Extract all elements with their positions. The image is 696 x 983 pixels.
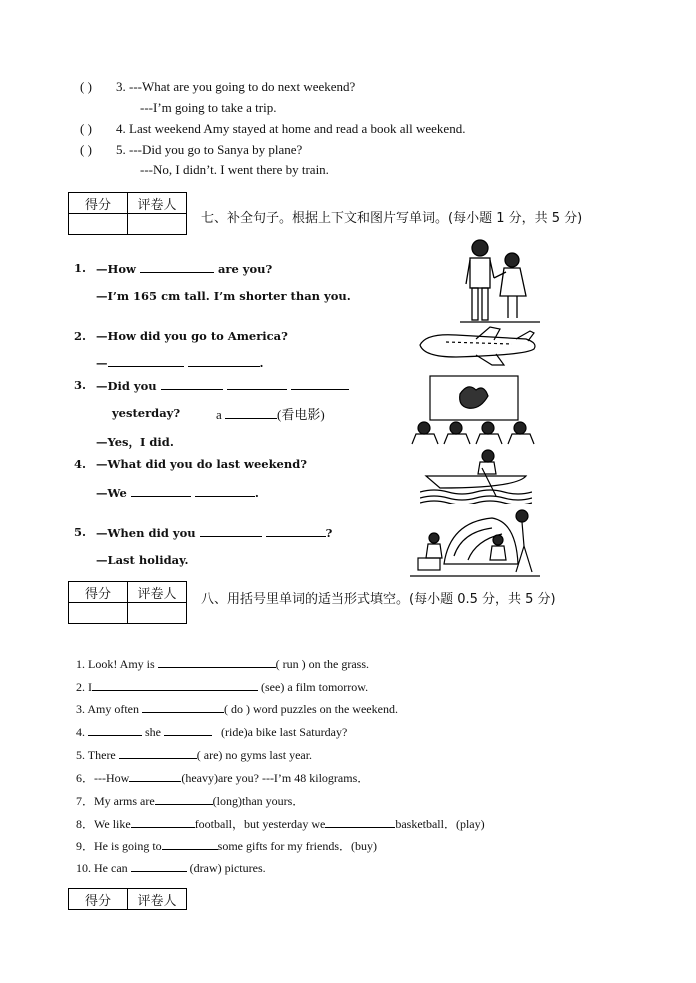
fill-line-3 bbox=[76, 701, 398, 717]
q-number: 5. bbox=[74, 525, 87, 539]
fill-line-7 bbox=[76, 792, 304, 809]
q1-start: —How bbox=[96, 262, 136, 276]
answer-blank[interactable] bbox=[162, 838, 218, 850]
line-text: (heavy)are you? ---I’m 48 kilograms． bbox=[181, 771, 370, 785]
q2-text: —How did you go to America? bbox=[96, 329, 288, 343]
line-text: 10. He can bbox=[76, 861, 128, 875]
grader-label: 评卷人 bbox=[128, 889, 187, 910]
judge-item-5: 5. ---Did you go to Sanya by plane? bbox=[116, 142, 303, 157]
line-text: some gifts for my friends．(buy) bbox=[217, 839, 377, 853]
q3-text bbox=[96, 378, 349, 393]
line-text: 8．We like bbox=[76, 817, 131, 831]
score-table bbox=[68, 888, 187, 910]
answer-blank[interactable] bbox=[188, 355, 260, 367]
line-text: she bbox=[145, 725, 161, 739]
q2-period: . bbox=[259, 356, 264, 370]
q-number: 4. bbox=[74, 457, 87, 471]
answer-blank[interactable] bbox=[129, 770, 181, 782]
answer-blank[interactable] bbox=[161, 378, 223, 390]
judge-paren: ( ) bbox=[80, 121, 92, 136]
q5-qmark: ? bbox=[325, 526, 333, 540]
cinema-illustration bbox=[410, 374, 540, 446]
answer-blank[interactable] bbox=[225, 407, 277, 419]
q1-reply: —I’m 165 cm tall. I’m shorter than you. bbox=[96, 289, 351, 303]
line-text: ( run ) on the grass. bbox=[275, 657, 369, 671]
score-cell[interactable] bbox=[69, 214, 128, 235]
section7-title: 七、补全句子。根据上下文和图片写单词。(每小题 1 分，共 5 分) bbox=[201, 211, 583, 226]
judge-item-3-answer: ---I’m going to take a trip. bbox=[140, 100, 277, 115]
score-table bbox=[68, 581, 187, 624]
q3-start: —Did you bbox=[96, 379, 157, 393]
q4-text: —What did you do last weekend? bbox=[96, 457, 307, 471]
line-text: 6．---How bbox=[76, 771, 130, 785]
fill-line-5 bbox=[76, 747, 312, 763]
answer-blank[interactable] bbox=[158, 656, 276, 668]
answer-blank[interactable] bbox=[155, 793, 213, 805]
line-text: (ride)a bike last Saturday? bbox=[221, 725, 348, 739]
line-text: basketball．(play) bbox=[395, 817, 485, 831]
answer-blank[interactable] bbox=[266, 525, 326, 537]
answer-blank[interactable] bbox=[131, 485, 191, 497]
line-text: (see) a film tomorrow. bbox=[261, 680, 369, 694]
q-number: 1. bbox=[74, 261, 87, 275]
line-text: 2. I bbox=[76, 680, 92, 694]
fill-line-4 bbox=[76, 724, 347, 740]
score-table bbox=[68, 192, 187, 235]
score-label: 得分 bbox=[69, 889, 128, 910]
grader-label: 评卷人 bbox=[128, 193, 187, 214]
line-text: (draw) pictures. bbox=[189, 861, 266, 875]
q3-reply: —Yes，I did. bbox=[96, 435, 174, 449]
answer-blank[interactable] bbox=[92, 679, 258, 691]
fill-line-1 bbox=[76, 656, 369, 672]
answer-blank[interactable] bbox=[227, 378, 287, 390]
answer-blank[interactable] bbox=[164, 724, 212, 736]
line-text: 9．He is going to bbox=[76, 839, 162, 853]
judge-paren: ( ) bbox=[80, 79, 92, 94]
line-text: 1. Look! Amy is bbox=[76, 657, 155, 671]
fill-line-6 bbox=[76, 769, 369, 786]
fill-line-10 bbox=[76, 860, 266, 876]
grader-cell[interactable] bbox=[128, 214, 187, 235]
q3-article bbox=[216, 404, 325, 423]
answer-blank[interactable] bbox=[200, 525, 262, 537]
camping-illustration bbox=[410, 508, 540, 580]
score-cell[interactable] bbox=[69, 603, 128, 624]
line-text: 3. Amy often bbox=[76, 702, 139, 716]
q3-a: a bbox=[216, 407, 222, 422]
score-label: 得分 bbox=[69, 193, 128, 214]
q5-start: —When did you bbox=[96, 526, 196, 540]
fill-line-8 bbox=[76, 815, 485, 832]
judge-item-4: 4. Last weekend Amy stayed at home and read a book all weekend. bbox=[116, 121, 466, 136]
q5-text bbox=[96, 525, 332, 540]
answer-blank[interactable] bbox=[325, 816, 395, 828]
plane-illustration bbox=[416, 325, 540, 367]
answer-blank[interactable] bbox=[131, 816, 195, 828]
height-comparison-illustration bbox=[460, 238, 540, 324]
section8-title: 八、用括号里单词的适当形式填空。(每小题 0.5 分，共 5 分) bbox=[201, 592, 556, 607]
line-text: ( are) no gyms last year. bbox=[196, 748, 313, 762]
answer-blank[interactable] bbox=[88, 724, 142, 736]
fill-line-2 bbox=[76, 679, 368, 695]
grader-cell[interactable] bbox=[128, 603, 187, 624]
q-number: 3. bbox=[74, 378, 87, 392]
line-text: football，but yesterday we bbox=[194, 817, 326, 831]
q4-period: . bbox=[254, 486, 259, 500]
q5-reply: —Last holiday. bbox=[96, 553, 189, 567]
answer-blank[interactable] bbox=[195, 485, 255, 497]
answer-blank[interactable] bbox=[142, 701, 224, 713]
q1-text bbox=[96, 261, 272, 276]
q4-reply bbox=[96, 485, 259, 500]
q2-reply bbox=[96, 355, 264, 370]
q1-end: are you? bbox=[217, 262, 273, 276]
line-text: 5. There bbox=[76, 748, 116, 762]
answer-blank[interactable] bbox=[119, 747, 197, 759]
answer-blank[interactable] bbox=[108, 355, 184, 367]
q4-we: —We bbox=[96, 486, 127, 500]
q-number: 2. bbox=[74, 329, 87, 343]
fill-line-9 bbox=[76, 837, 377, 854]
line-text: 4. bbox=[76, 725, 85, 739]
q3-yesterday: yesterday? bbox=[112, 406, 181, 420]
judge-item-5-answer: ---No, I didn’t. I went there by train. bbox=[140, 162, 329, 177]
q2-dash: — bbox=[96, 356, 108, 370]
judge-item-3: 3. ---What are you going to do next weekend? bbox=[116, 79, 356, 94]
line-text: ( do ) word puzzles on the weekend. bbox=[224, 702, 398, 716]
q3-hint: (看电影) bbox=[277, 407, 325, 422]
answer-blank[interactable] bbox=[291, 378, 349, 390]
judge-paren: ( ) bbox=[80, 142, 92, 157]
score-label: 得分 bbox=[69, 582, 128, 603]
line-text: (long)than yours． bbox=[212, 794, 305, 808]
answer-blank[interactable] bbox=[140, 261, 214, 273]
line-text: 7．My arms are bbox=[76, 794, 155, 808]
grader-label: 评卷人 bbox=[128, 582, 187, 603]
boating-illustration bbox=[420, 448, 532, 504]
answer-blank[interactable] bbox=[131, 860, 187, 872]
